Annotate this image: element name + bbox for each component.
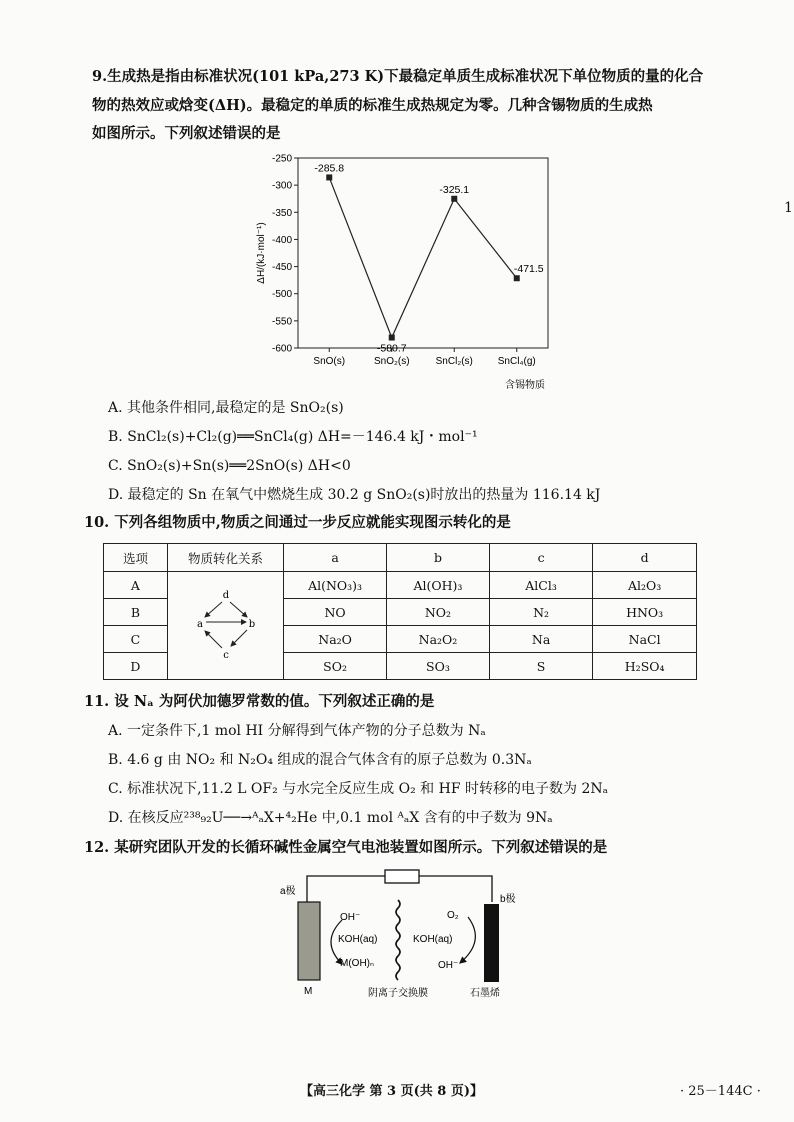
plot-frame [298,158,548,348]
q10-table [103,543,697,680]
cell-b: Na₂O₂ [387,626,490,653]
data-point [514,275,520,281]
y-tick-label: -400 [271,234,292,246]
data-point [389,335,395,341]
arrow-b-to-c [231,630,247,646]
data-label: -471.5 [513,263,544,276]
anion-exchange-membrane [396,900,400,980]
x-axis-label: 含锡物质 [505,380,545,390]
header-option: 选项 [104,544,168,572]
data-point [326,174,332,180]
wire-left [307,876,385,902]
q11-option-a: A. 一定条件下,1 mol HI 分解得到气体产物的分子总数为 Nₐ [108,723,486,739]
cell-d: Al₂O₃ [593,572,697,599]
cell-c: AlCl₃ [489,572,592,599]
x-tick-label: SnCl₄(g) [497,356,536,367]
battery-svg [280,862,540,1002]
q12-stem: 12. 某研究团队开发的长循环碱性金属空气电池装置如图所示。下列叙述错误的是 [84,839,608,856]
label-oh-right: OH⁻ [438,960,459,971]
label-oh-left: OH⁻ [340,912,361,923]
data-point [451,196,457,202]
cell-b: Al(OH)₃ [387,572,490,599]
q9-stem-line2: 物的热效应或焓变(ΔH)。最稳定的单质的标准生成热规定为零。几种含锡物质的生成热 [92,97,653,114]
row-option: B [104,599,168,626]
y-tick-label: -450 [271,262,292,274]
table-header-row [104,544,697,572]
label-b-pole: b极 [500,894,516,905]
q11-option-c: C. 标准状况下,11.2 L OF₂ 与水完全反应生成 O₂ 和 HF 时转移的电子数为 2Nₐ [108,781,609,797]
x-axis [313,348,535,367]
cell-d: H₂SO₄ [593,653,697,680]
y-axis [272,154,298,355]
q9-option-c: C. SnO₂(s)+Sn(s)══2SnO(s) ΔH<0 [108,458,351,474]
table-row [104,572,697,599]
y-tick-label: -550 [271,316,292,328]
electrode-graphene [484,904,499,982]
y-tick-label: -350 [271,207,292,219]
footer-page-info: 【高三化学 第 3 页(共 8 页)】 [300,1084,484,1099]
label-koh-left: KOH(aq) [338,934,378,945]
y-axis-label: ΔH/(kJ·mol⁻¹) [256,222,267,284]
y-tick-label: -250 [271,153,292,165]
side-mark: 1 [784,200,793,216]
y-tick-label: -600 [271,343,292,355]
row-option: A [104,572,168,599]
x-tick-label: SnO(s) [313,356,346,367]
header-relation: 物质转化关系 [167,544,283,572]
cell-c: S [489,653,592,680]
label-m: M [304,986,313,997]
resistor [385,870,419,883]
wire-right [419,876,492,902]
x-tick-label: SnO₂(s) [373,356,410,367]
row-option: D [104,653,168,680]
cell-a: SO₂ [284,653,387,680]
q12-battery-diagram [280,862,540,1002]
cell-b: SO₃ [387,653,490,680]
arrow-d-to-a [205,602,222,617]
q9-option-b: B. SnCl₂(s)+Cl₂(g)══SnCl₄(g) ΔH=－146.4 kJ・mol⁻¹ [108,429,478,445]
node-a: a [196,619,203,630]
q11-stem: 11. 设 Nₐ 为阿伏加德罗常数的值。下列叙述正确的是 [84,693,435,710]
q9-option-d: D. 最稳定的 Sn 在氧气中燃烧生成 30.2 g SnO₂(s)时放出的热量为 116.14 kJ [108,487,601,503]
q9-stem-line3: 如图所示。下列叙述错误的是 [92,125,281,142]
electrode-m [298,902,320,980]
series-polyline [329,177,517,337]
y-tick-label: -500 [271,289,292,301]
data-label: -580.7 [376,342,407,355]
header-d: d [593,544,697,572]
label-a-pole: a极 [280,886,296,897]
x-tick-label: SnCl₂(s) [435,356,473,367]
y-tick-label: -300 [271,180,292,192]
q10-stem: 10. 下列各组物质中,物质之间通过一步反应就能实现图示转化的是 [84,514,511,531]
label-koh-right: KOH(aq) [413,934,453,945]
header-c: c [489,544,592,572]
cell-c: Na [489,626,592,653]
cell-d: HNO₃ [593,599,697,626]
chart-svg [250,150,560,390]
transformation-diagram [186,584,266,664]
q11-option-d: D. 在核反应²³⁸₉₂U──→ᴬₐX+⁴₂He 中,0.1 mol ᴬₐX 含有的中子数为 9Nₐ [108,810,553,826]
cell-b: NO₂ [387,599,490,626]
series-line [314,162,543,354]
node-d: d [222,590,229,601]
q11-option-b: B. 4.6 g 由 NO₂ 和 N₂O₄ 组成的混合气体含有的原子总数为 0.3Nₐ [108,752,532,768]
arrow-d-to-b [230,602,247,617]
data-label: -325.1 [439,183,470,196]
q9-option-a: A. 其他条件相同,最稳定的是 SnO₂(s) [108,400,344,416]
q9-stem-line1: 9.生成热是指由标准状况(101 kPa,273 K)下最稳定单质生成标准状况下单位物质的量的化合 [92,68,704,85]
node-b: b [248,619,255,630]
arrow-right-reaction [460,917,475,963]
label-product-left: M(OH)ₙ [340,958,374,969]
label-graphene: 石墨烯 [470,988,500,999]
footer-code: · 25－144C · [680,1084,761,1099]
cell-d: NaCl [593,626,697,653]
label-membrane: 阴离子交换膜 [368,988,428,999]
cell-a: NO [284,599,387,626]
cell-a: Na₂O [284,626,387,653]
arrow-c-to-a [205,631,222,648]
transformation-diagram-cell [167,572,283,680]
cell-a: Al(NO₃)₃ [284,572,387,599]
header-a: a [284,544,387,572]
data-label: -285.8 [314,162,345,175]
header-b: b [387,544,490,572]
cell-c: N₂ [489,599,592,626]
q9-formation-heat-chart [250,150,560,390]
label-o2: O₂ [447,910,459,921]
row-option: C [104,626,168,653]
node-c: c [222,650,229,661]
